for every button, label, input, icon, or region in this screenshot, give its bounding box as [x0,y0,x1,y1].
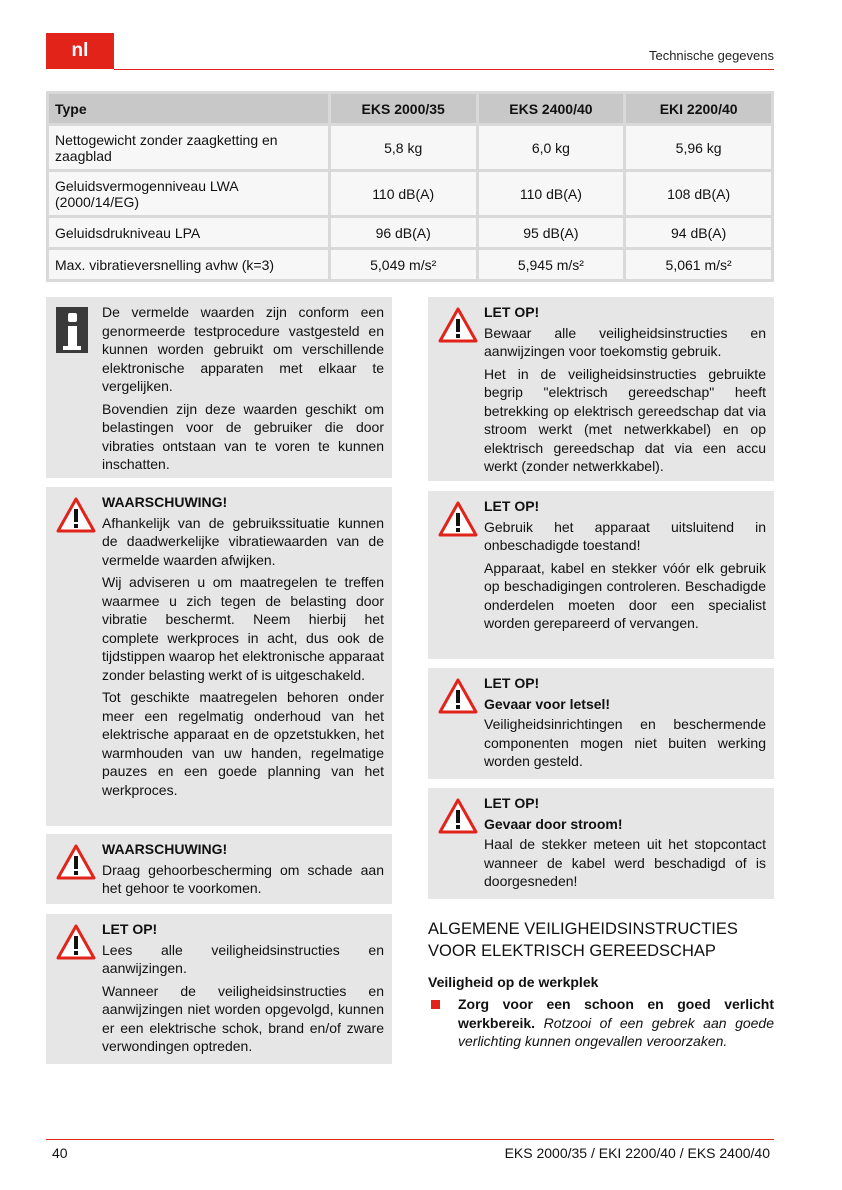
caution-title: LET OP! [484,304,540,320]
info-icon [56,307,88,353]
table-row [48,217,773,249]
footer-models: EKS 2000/35 / EKI 2200/40 / EKS 2400/40 [504,1145,770,1161]
caution-paragraph: Het in de veiligheidsinstructies gebruikte begrip "elektrisch gereedschap" heeft betrekking op elektrisch gereedschap dat via stroom werkt (met netwerkkabel) en op elektrisch gereedschap dat via een accu werkt (zonder netwerkkabel). [484,365,766,474]
caution-title: LET OP! [484,498,540,514]
caution-title: LET OP! [484,795,540,811]
table-cell: 94 dB(A) [625,217,773,249]
table-header-row [48,93,773,125]
section-heading: ALGEMENE VEILIGHEIDSINSTRUCTIES VOOR ELEKTRISCH GEREEDSCHAP [428,920,738,960]
table-cell: 96 dB(A) [329,217,477,249]
table-cell: Geluidsdrukniveau LPA [48,217,330,249]
warning-triangle-icon [438,307,478,343]
caution-box [428,788,774,899]
table-header-cell: EKS 2400/40 [477,93,625,125]
bullet-italic-text: Rotzooi of een gebrek aan goede verlichting kunnen ongevallen veroorzaken. [458,1014,775,1049]
caution-paragraph: Bewaar alle veiligheidsinstructies en aanwijzingen voor toekomstig gebruik. [484,324,766,359]
table-cell: 6,0 kg [477,125,625,171]
table-cell: 110 dB(A) [329,171,477,217]
caution-title: LET OP! [484,675,540,691]
section-title: Technische gegevens [648,48,774,63]
warning-triangle-icon [438,798,478,834]
warning-triangle-icon [438,501,478,537]
bullet-bold-text: Zorg voor een schoon en goed verlicht werkbereik. [458,996,774,1031]
warning-title: WAARSCHUWING! [102,841,228,857]
info-paragraph: Bovendien zijn deze waarden geschikt om belastingen voor de gebruiker die door vibraties ontstaan van te voren te kunnen inschatten. [102,400,384,472]
subsection-heading: Veiligheid op de werkplek [428,974,599,990]
table-cell: 110 dB(A) [477,171,625,217]
table-cell: Max. vibratieversnelling avhw (k=3) [48,249,330,281]
warning-paragraph: Tot geschikte maatregelen behoren onder meer een regelmatig onderhoud van het elektrische apparaat en de opzetstukken, het warmhouden van uw handen, regelmatige pauzes en een goede planning van het werkproces. [102,689,384,798]
spec-table [46,91,774,282]
table-cell: 5,8 kg [329,125,477,171]
caution-paragraph: Wanneer de veiligheidsinstructies en aanwijzingen niet worden opgevolgd, kunnen er een elektrische schok, brand en/of zware verwondingen optreden. [102,982,384,1054]
table-header-cell: EKS 2000/35 [329,93,477,125]
warning-paragraph: Afhankelijk van de gebruikssituatie kunnen de daadwerkelijke vibratiewaarden van de vermelde waarden afwijken. [102,514,384,568]
caution-box [46,914,392,1064]
table-cell: 5,049 m/s² [329,249,477,281]
table-header-cell: EKI 2200/40 [625,93,773,125]
warning-paragraph: Wij adviseren u om maatregelen te treffen waarmee u zich tegen de belasting door vibratie beschermt. Neem hierbij het complete werkproces in acht, dus ook de tijdstippen waarop het elektronische apparaat zonder belasting werkt of is uitgeschakeld. [102,574,384,683]
table-row [48,171,773,217]
table-cell: 108 dB(A) [625,171,773,217]
bullet-square-icon [431,1000,440,1009]
table-cell: 5,945 m/s² [477,249,625,281]
caution-box [428,491,774,659]
table-cell: 5,96 kg [625,125,773,171]
table-cell: 5,061 m/s² [625,249,773,281]
caution-box [428,297,774,481]
warning-triangle-icon [438,678,478,714]
table-cell: 95 dB(A) [477,217,625,249]
caution-box [428,668,774,779]
caution-paragraph: Gebruik het apparaat uitsluitend in onbeschadigde toestand! [484,518,766,553]
warning-title: WAARSCHUWING! [102,494,228,510]
info-paragraph: De vermelde waarden zijn conform een genormeerde testprocedure vastgesteld en kunnen worden gebruikt om verschillende elektronische apparaten met elkaar te vergelijken. [102,304,384,394]
table-cell: Nettogewicht zonder zaagketting en zaagblad [48,125,330,171]
caution-subtitle: Gevaar door stroom! [484,815,623,832]
warning-triangle-icon [56,497,96,533]
bullet-item [458,995,774,1051]
warning-triangle-icon [56,924,96,960]
info-box [46,297,392,478]
caution-title: LET OP! [102,921,158,937]
warning-triangle-icon [56,844,96,880]
footer-divider [46,1139,774,1140]
page-number: 40 [52,1145,68,1161]
table-row [48,125,773,171]
table-header-cell: Type [48,93,330,125]
table-row [48,249,773,281]
caution-paragraph: Veiligheidsinrichtingen en beschermende componenten mogen niet buiten werking worden gesteld. [484,716,766,769]
header-divider [114,69,774,70]
table-cell: Geluidsvermogenniveau LWA (2000/14/EG) [48,171,330,217]
language-tab: nl [46,33,114,69]
caution-paragraph: Apparaat, kabel en stekker vóór elk gebruik op beschadigingen controleren. Beschadigde onderdelen moeten door een specialist worden gerepareerd of vervangen. [484,559,766,631]
warning-paragraph: Draag gehoorbescherming om schade aan het gehoor te voorkomen. [102,861,384,896]
caution-subtitle: Gevaar voor letsel! [484,695,611,712]
warning-box [46,487,392,826]
caution-paragraph: Haal de stekker meteen uit het stopcontact wanneer de kabel werd beschadigd of is doorgesneden! [484,836,766,889]
caution-paragraph: Lees alle veiligheidsinstructies en aanwijzingen. [102,941,384,976]
warning-box [46,834,392,904]
